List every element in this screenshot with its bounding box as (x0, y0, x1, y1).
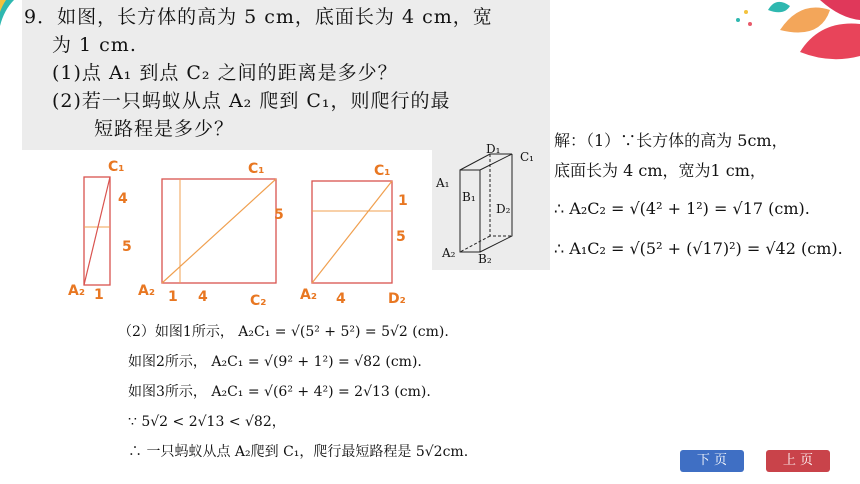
unfolded-figures (60, 155, 455, 315)
problem-line-5: 短路程是多少？ (94, 118, 235, 140)
fig2-label-5: 5 (274, 207, 284, 223)
box-label-a2: A₂ (442, 246, 456, 260)
fig3-label-a2: A₂ (300, 287, 317, 303)
fig2-label-c2: C₂ (250, 293, 267, 309)
fig1-label-1: 1 (94, 287, 104, 303)
part2-line-1: （2）如图1所示， A₂C₁ = √(5² + 5²) = 5√2 (cm). (118, 324, 449, 340)
part2-line-3: 如图3所示， A₂C₁ = √(6² + 4²) = 2√13 (cm). (128, 384, 431, 400)
solution-line-4: ∴ A₁C₂ = √(5² + (√17)²) = √42 (cm). (554, 239, 843, 258)
problem-line-4: (2)若一只蚂蚁从点 A₂ 爬到 C₁，则爬行的最 (52, 90, 451, 112)
figure-2-path (162, 179, 276, 283)
box-label-d2: D₂ (496, 202, 511, 216)
fig2-label-c1: C₁ (248, 161, 265, 177)
problem-line-3: (1)点 A₁ 到点 C₂ 之间的距离是多少？ (52, 62, 398, 84)
solution-line-2: 底面长为 4 cm，宽为1 cm， (554, 161, 766, 180)
fig1-label-c1: C₁ (108, 159, 125, 175)
part2-line-4: ∵ 5√2 < 2√13 < √82， (128, 414, 286, 430)
fig2-label-a2: A₂ (138, 283, 155, 299)
fig2-label-4: 4 (198, 289, 208, 305)
fig1-label-a2: A₂ (68, 283, 85, 299)
problem-statement (22, 0, 550, 150)
fig1-label-4: 4 (118, 191, 128, 207)
next-page-button[interactable]: 下 页 (680, 450, 744, 472)
box-label-d1: D₁ (486, 142, 501, 156)
problem-line-1: 9．如图，长方体的高为 5 cm，底面长为 4 cm，宽 (24, 6, 493, 28)
figure-1-path (84, 177, 110, 285)
fig2-label-1: 1 (168, 289, 178, 305)
top-right-decoration (720, 0, 860, 60)
part2-line-5: ∴ 一只蚂蚁从点 A₂爬到 C₁，爬行最短路程是 5√2cm. (128, 444, 469, 460)
box-diagram (432, 140, 550, 270)
fig3-label-5: 5 (396, 229, 406, 245)
box-label-c1: C₁ (520, 150, 534, 164)
solution-line-1: 解：（1）∵长方体的高为 5cm， (554, 131, 788, 150)
fig3-label-c1: C₁ (374, 163, 391, 179)
prev-page-button[interactable]: 上 页 (766, 450, 830, 472)
box-top-face (460, 154, 512, 170)
box-label-a1: A₁ (436, 176, 450, 190)
fig3-label-1: 1 (398, 193, 408, 209)
part2-line-2: 如图2所示， A₂C₁ = √(9² + 1²) = √82 (cm). (128, 354, 422, 370)
fig3-label-4: 4 (336, 291, 346, 307)
fig3-label-d2: D₂ (388, 291, 406, 307)
figure-3-path (312, 181, 392, 283)
solution-line-3: ∴ A₂C₂ = √(4² + 1²) = √17 (cm). (554, 199, 810, 218)
top-left-decoration (0, 0, 24, 30)
box-label-b1: B₁ (462, 190, 476, 204)
fig1-label-5: 5 (122, 239, 132, 255)
box-front-face (460, 170, 480, 252)
problem-line-2: 为 1 cm. (52, 34, 137, 56)
box-label-b2: B₂ (478, 252, 492, 266)
